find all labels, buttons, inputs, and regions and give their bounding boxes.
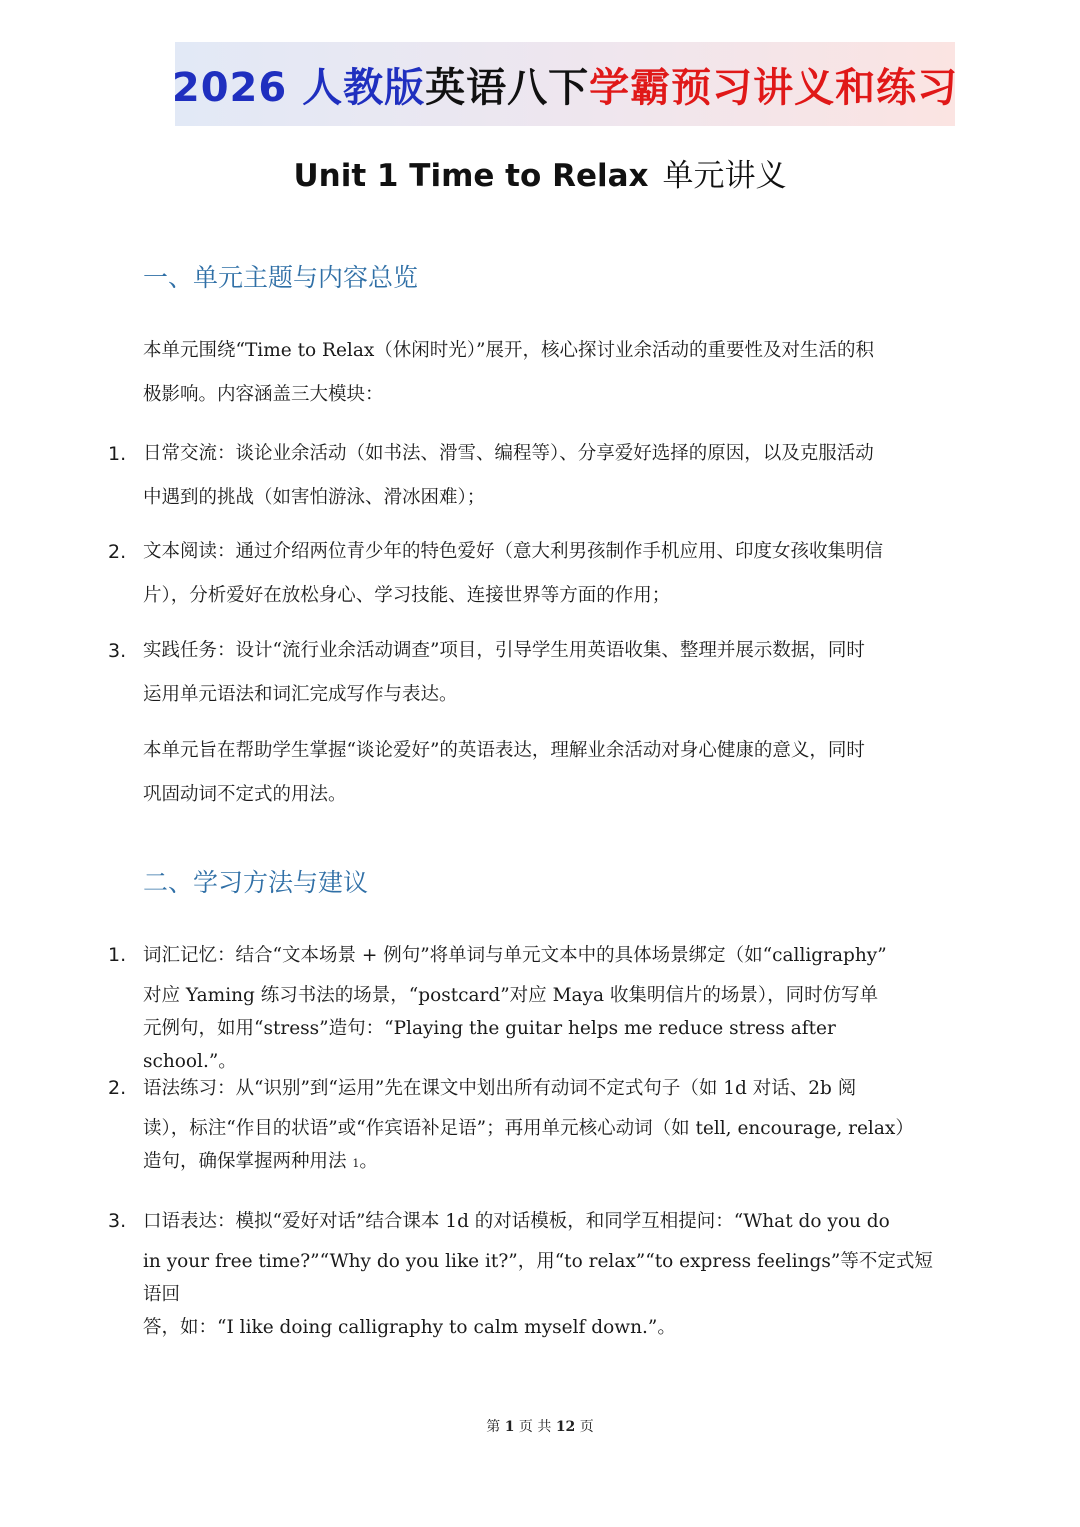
summary-line-1: 本单元旨在帮助学生掌握“谈论爱好”的英语表达，理解业余活动对身心健康的意义，同时 — [143, 740, 865, 761]
item-line-3 — [143, 1145, 935, 1180]
section-1-item-1 — [108, 432, 935, 520]
item-line: 口语表达：模拟“爱好对话”结合课本 1d 的对话模板，和同学互相提问：“What do you do — [143, 1211, 890, 1232]
item-number: 2. — [108, 541, 127, 563]
item-number: 3. — [108, 1210, 127, 1232]
page-title-zh: 单元讲义 — [662, 158, 787, 194]
section-1-intro — [143, 329, 935, 417]
banner-title: 学霸预习讲义和练习 — [589, 64, 959, 111]
section-2-item-3 — [108, 1199, 935, 1344]
footer-prefix: 第 — [486, 1419, 501, 1435]
item-line: 中遇到的挑战（如害怕游泳、滑冰困难）； — [143, 487, 486, 508]
item-number: 2. — [108, 1077, 127, 1099]
footer-total-pages: 12 — [555, 1419, 576, 1435]
item-line: 词汇记忆：结合“文本场景 + 例句”将单词与单元文本中的具体场景绑定（如“calligraphy” — [143, 945, 887, 966]
section-1-item-3 — [108, 629, 935, 717]
page-title-en: Unit 1 Time to Relax — [293, 158, 649, 194]
item-line: 读），标注“作目的状语”或“作宾语补足语”；再用单元核心动词（如 tell, encourage, relax） — [143, 1118, 914, 1139]
item-line: 实践任务：设计“流行业余活动调查”项目，引导学生用英语收集、整理并展示数据，同时 — [143, 640, 865, 661]
section-1-summary — [143, 729, 935, 817]
section-2-item-1 — [108, 933, 935, 1078]
section-2-heading: 二、学习方法与建议 — [143, 868, 369, 897]
section-1-heading: 一、单元主题与内容总览 — [143, 263, 419, 292]
banner-subject: 英语八下 — [425, 64, 590, 111]
summary-line-2: 巩固动词不定式的用法。 — [143, 784, 347, 805]
item-line: 语法练习：从“识别”到“运用”先在课文中划出所有动词不定式句子（如 1d 对话、2b 阅 — [143, 1078, 857, 1099]
item-line: 元例句，如用“stress”造句：“Playing the guitar helps me reduce stress after school.”。 — [143, 1018, 836, 1072]
footnote-mark: 1 — [352, 1157, 360, 1170]
item-line: 文本阅读：通过介绍两位青少年的特色爱好（意大利男孩制作手机应用、印度女孩收集明信 — [143, 541, 884, 562]
item-line: 运用单元语法和词汇完成写作与表达。 — [143, 684, 458, 705]
header-banner — [171, 42, 959, 126]
intro-line-2: 极影响。内容涵盖三大模块： — [143, 384, 384, 405]
item-line: 日常交流：谈论业余活动（如书法、滑雪、编程等）、分享爱好选择的原因，以及克服活动 — [143, 443, 874, 464]
intro-line-1: 本单元围绕“Time to Relax（休闲时光）”展开，核心探讨业余活动的重要性及对生活的积 — [143, 340, 875, 361]
item-number: 3. — [108, 640, 127, 662]
item-number: 1. — [108, 944, 127, 966]
item-line: 片），分析爱好在放松身心、学习技能、连接世界等方面的作用； — [143, 585, 671, 606]
item-line: 对应 Yaming 练习书法的场景，“postcard”对应 Maya 收集明信片的场景），同时仿写单 — [143, 985, 879, 1006]
section-1-item-2 — [108, 530, 935, 618]
section-2-item-2 — [108, 1066, 935, 1180]
footer-suffix: 页 — [579, 1419, 594, 1435]
banner-edition: 2026 人教版 — [171, 64, 426, 111]
item-line: 答，如：“I like doing calligraphy to calm myself down.”。 — [143, 1317, 676, 1338]
page-footer — [0, 1416, 1080, 1436]
item-line-text: 造句，确保掌握两种用法 — [143, 1151, 347, 1172]
footer-middle: 页 共 — [518, 1419, 552, 1435]
item-line-end: 。 — [359, 1151, 378, 1172]
item-line: in your free time?”“Why do you like it?”，用“to relax”“to express feelings”等不定式短语回 — [143, 1251, 933, 1305]
item-number: 1. — [108, 443, 127, 465]
page-title — [0, 150, 1080, 195]
footer-page-number: 1 — [504, 1419, 515, 1435]
